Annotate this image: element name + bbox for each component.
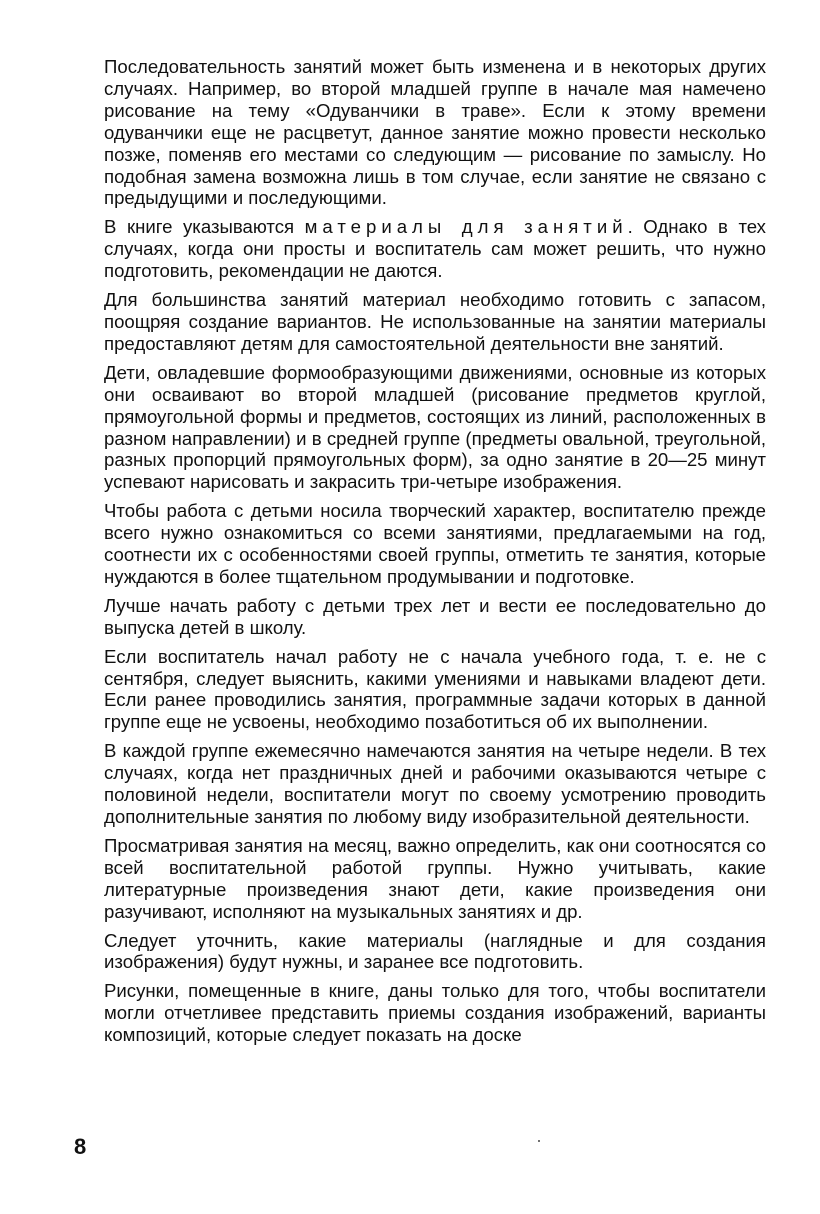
paragraph: Рисунки, помещенные в книге, даны только для того, чтобы воспитатели могли отчетливее представить приемы создания изображений, варианты композиций, которые следует показать на доске [104,980,766,1046]
paragraph: Просматривая занятия на месяц, важно определить, как они соотносятся со всей воспитательной работой группы. Нужно учитывать, какие литературные произведения знают дети, какие произведения они разучивают, исполняют на музыкальных занятиях и др. [104,834,766,922]
spaced-emphasis: материалы для занятий [304,216,628,238]
paragraph: Чтобы работа с детьми носила творческий характер, воспитателю прежде всего нужно ознакомиться со всеми занятиями, предлагаемыми на год, соотнести их с особенностями своей группы, отметить те занятия, которые нуждаются в более тщательном продумывании и подготовке. [104,500,766,587]
paragraph [104,216,766,282]
paragraph: Для большинства занятий материал необходимо готовить с запасом, поощряя создание вариантов. Не использованные на занятии материалы предоставляют детям для самостоятельной деятельности вне занятий. [104,289,766,354]
paragraph-text: . Однако в тех случаях, когда они просты и воспитатель сам может решить, что нужно подготовить, рекомендации не даются. [104,216,766,282]
paragraph: В каждой группе ежемесячно намечаются занятия на четыре недели. В тех случаях, когда нет праздничных дней и рабочими оказываются четыре с половиной недели, воспитатели могут по своему усмотрению проводить дополнительные занятия по любому виду изобразительной деятельности. [104,740,766,827]
page-number: 8 [74,1134,87,1159]
print-speck [538,1140,540,1142]
paragraph-text: В книге указываются [104,216,305,238]
paragraph: Последовательность занятий может быть изменена и в некоторых других случаях. Например, во второй младшей группе в начале мая намечено рисование на тему «Одуванчики в траве». Если к этому времени одуванчики еще не расцветут, данное занятие можно провести несколько позже, поменяв его местами со следующим — рисование по замыслу. Но подобная замена возможна лишь в том случае, если занятие не связано с предыдущими и последующими. [104,56,766,209]
page-body [104,56,766,1053]
paragraph: Следует уточнить, какие материалы (наглядные и для создания изображения) будут нужны, и заранее все подготовить. [104,929,766,973]
paragraph: Лучше начать работу с детьми трех лет и вести ее последовательно до выпуска детей в школу. [104,594,766,638]
paragraph: Если воспитатель начал работу не с начала учебного года, т. е. не с сентября, следует выяснить, какими умениями и навыками владеют дети. Если ранее проводились занятия, программные задачи которых в данной группе еще не усвоены, необходимо позаботиться об их выполнении. [104,645,766,733]
paragraph: Дети, овладевшие формообразующими движениями, основные из которых они осваивают во второй младшей (рисование предметов круглой, прямоугольной формы и предметов, состоящих из линий, расположенных в разном направлении) и в средней группе (предметы овальной, треугольной, разных пропорций прямоугольных форм), за одно занятие в 20—25 минут успевают нарисовать и закрасить три-четыре изображения. [104,361,766,493]
